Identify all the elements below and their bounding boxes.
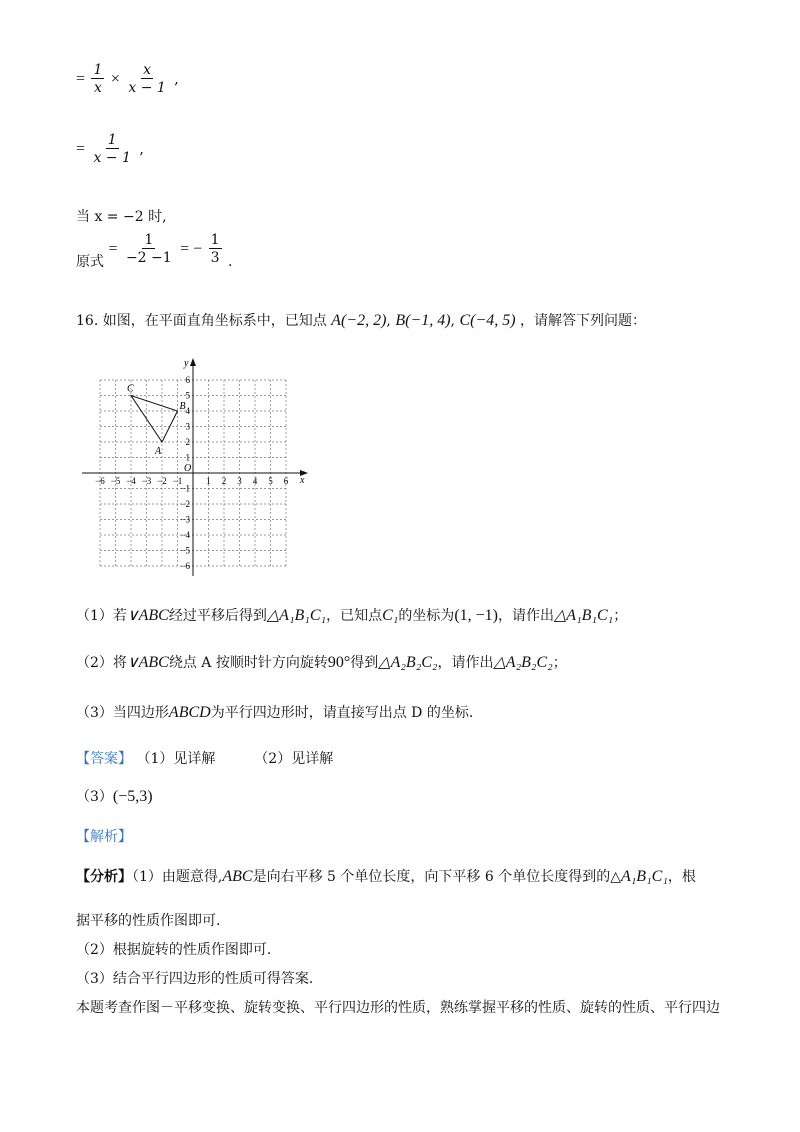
part-2-text-a: （2）将 — [76, 655, 127, 671]
separator: , — [386, 313, 391, 329]
x-tick-label: 1 — [206, 476, 211, 486]
triangle-abc-label: ∨ABC — [126, 654, 169, 671]
point-d-coordinates: (−5,3) — [112, 788, 153, 805]
part-1-text-e: ，已知点 — [326, 608, 383, 624]
y-tick-label: −1 — [180, 483, 190, 494]
step-1 — [76, 62, 179, 97]
analysis-line-2: 据平移的性质作图即可. — [76, 913, 221, 929]
x-tick-label: −5 — [110, 476, 121, 486]
triangle-a1b1c1: △A₁B₁C₁ — [554, 607, 614, 624]
c1-coordinates: (1, −1) — [454, 607, 498, 624]
y-tick-label: 2 — [185, 437, 190, 447]
x-tick-label: 2 — [221, 476, 227, 486]
fenxi-tag: 【分析】 — [76, 869, 132, 885]
analysis-line-4: （3）结合平行四边形的性质可得答案. — [76, 971, 314, 987]
y-tick-label: 3 — [185, 421, 190, 432]
x-tick-label: −2 — [157, 476, 167, 486]
x-tick-label: −3 — [141, 476, 152, 486]
analysis-tag: 【解析】 — [76, 829, 132, 845]
x-tick-label: −4 — [126, 476, 136, 486]
analysis-line-1-e: ，根 — [667, 869, 696, 885]
equals-minus: = − — [180, 240, 203, 258]
x-tick-label: 4 — [252, 476, 258, 486]
part-1-text-i: ，请作出 — [498, 608, 554, 624]
point-label-a: A — [155, 446, 162, 457]
point-label-c: C — [127, 383, 134, 395]
answer-part-3-label: （3） — [76, 789, 113, 805]
angle-90: 90° — [327, 654, 351, 671]
equals-sign: = — [76, 140, 86, 158]
analysis-line-3: （2）根据旋转的性质作图即可. — [76, 942, 272, 958]
y-tick-label: 5 — [185, 390, 190, 401]
separator: , — [450, 313, 455, 329]
quadrilateral-abcd: ABCD — [168, 704, 211, 721]
y-tick-label: −4 — [180, 530, 190, 540]
triangle-abc-label: ∨ABC — [126, 607, 169, 624]
point-label-b: B — [179, 401, 186, 412]
part-1-text-g: 的坐标为 — [398, 608, 455, 624]
numerator: 1 — [93, 62, 103, 78]
comma: , — [139, 141, 144, 158]
part-1-text-k: ； — [613, 608, 628, 624]
answer-part-1: （1）见详解 — [136, 751, 216, 767]
substitution-condition: 当 x = −2 时, — [76, 209, 167, 225]
y-axis-arrow — [190, 358, 196, 366]
x-tick-label: −1 — [172, 476, 183, 486]
part-2-text-g: ，请作出 — [437, 655, 494, 671]
triangle-abc-label: ABC — [222, 868, 253, 885]
y-tick-label: −5 — [180, 545, 190, 556]
triangle-abc — [127, 384, 186, 458]
denominator: x − 1 — [93, 150, 131, 166]
fraction-1-over-x — [91, 62, 104, 97]
denominator: x — [93, 80, 102, 96]
question-16 — [76, 310, 646, 330]
numerator: 1 — [144, 232, 154, 248]
comma: , — [174, 71, 179, 88]
denominator: 3 — [210, 250, 220, 266]
y-tick-label: 4 — [185, 406, 190, 416]
times-sign: × — [110, 70, 120, 88]
part-1-text-a: （1）若 — [76, 608, 127, 624]
triangle-a2b2c2: △A₂B₂C₂ — [378, 654, 438, 671]
point-c: C(−4, 5) — [459, 312, 516, 329]
y-tick-label: 1 — [185, 452, 190, 463]
analysis-line-1-c: 是向右平移 5 个单位长度，向下平移 6 个单位长度得到的△ — [252, 869, 621, 885]
part-2-text-e: 得到 — [350, 655, 379, 671]
answer-part-2: （2）见详解 — [254, 751, 334, 767]
original-expression — [76, 232, 233, 270]
y-tick-label: −2 — [180, 499, 190, 509]
triangle-a1b1c1: △A₁B₁C₁ — [266, 607, 327, 624]
fraction-x-over-x-minus-1 — [126, 62, 167, 97]
triangle-abc-shape — [131, 396, 178, 443]
numerator: 1 — [107, 132, 117, 148]
y-tick-label: 6 — [185, 375, 190, 385]
triangle-a2b2c2: △A₂B₂C₂ — [493, 654, 553, 671]
x-tick-label: 6 — [283, 476, 289, 486]
part-3-text-c: 为平行四边形时，请直接写出点 D 的坐标. — [210, 705, 474, 721]
fraction-1-over-x-minus-1 — [91, 132, 132, 167]
part-2 — [76, 652, 567, 672]
axes — [82, 358, 308, 576]
part-2-text-c: 绕点 A 按顺时针方向旋转 — [168, 655, 328, 671]
part-1-text-c: 经过平移后得到 — [168, 608, 267, 624]
part-3-text-a: （3）当四边形 — [76, 705, 169, 721]
answer-tag: 【答案】 — [76, 751, 132, 767]
x-tick-label: 5 — [268, 476, 273, 486]
x-tick-label: 3 — [237, 476, 242, 486]
y-tick-label: −6 — [180, 561, 190, 571]
part-1 — [76, 605, 627, 625]
analysis-line-1-a: （1）由题意得, — [132, 869, 223, 885]
answer-line — [76, 748, 333, 768]
step-2 — [76, 132, 144, 167]
equals-sign: = — [76, 70, 86, 88]
point-c1: C₁ — [382, 607, 399, 624]
analysis-line-1 — [76, 866, 696, 886]
question-number: 16. — [76, 313, 99, 329]
fraction-1-over-neg2-minus-1 — [124, 232, 174, 267]
question-intro: 如图，在平面直角坐标系中，已知点 — [102, 313, 327, 329]
point-a: A(−2, 2) — [331, 312, 387, 329]
denominator: x − 1 — [128, 80, 166, 96]
question-tail: ，请解答下列问题： — [520, 313, 647, 329]
analysis-line-5: 本题考查作图－平移变换、旋转变换、平行四边形的性质，熟练掌握平移的性质、旋转的性质、平行四边 — [76, 1000, 720, 1016]
equals-sign: = — [108, 240, 118, 258]
original-label: 原式 — [76, 253, 104, 270]
part-2-text-i: ； — [552, 655, 567, 671]
denominator: −2 −1 — [125, 250, 172, 266]
x-tick-label: −6 — [95, 476, 105, 486]
answer-part-3 — [76, 786, 153, 806]
y-tick-label: −3 — [180, 514, 190, 525]
coordinate-grid-figure — [78, 358, 318, 588]
numerator: x — [143, 62, 152, 78]
triangle-a1b1c1: A₁B₁C₁ — [620, 868, 668, 885]
fraction-one-third — [209, 232, 222, 267]
x-axis-label: x — [300, 475, 305, 486]
numerator: 1 — [210, 232, 220, 248]
period: . — [228, 253, 233, 270]
y-axis-label: y — [184, 358, 189, 369]
origin-label: O — [184, 463, 192, 474]
part-3 — [76, 702, 473, 722]
point-b: B(−1, 4) — [395, 312, 451, 329]
